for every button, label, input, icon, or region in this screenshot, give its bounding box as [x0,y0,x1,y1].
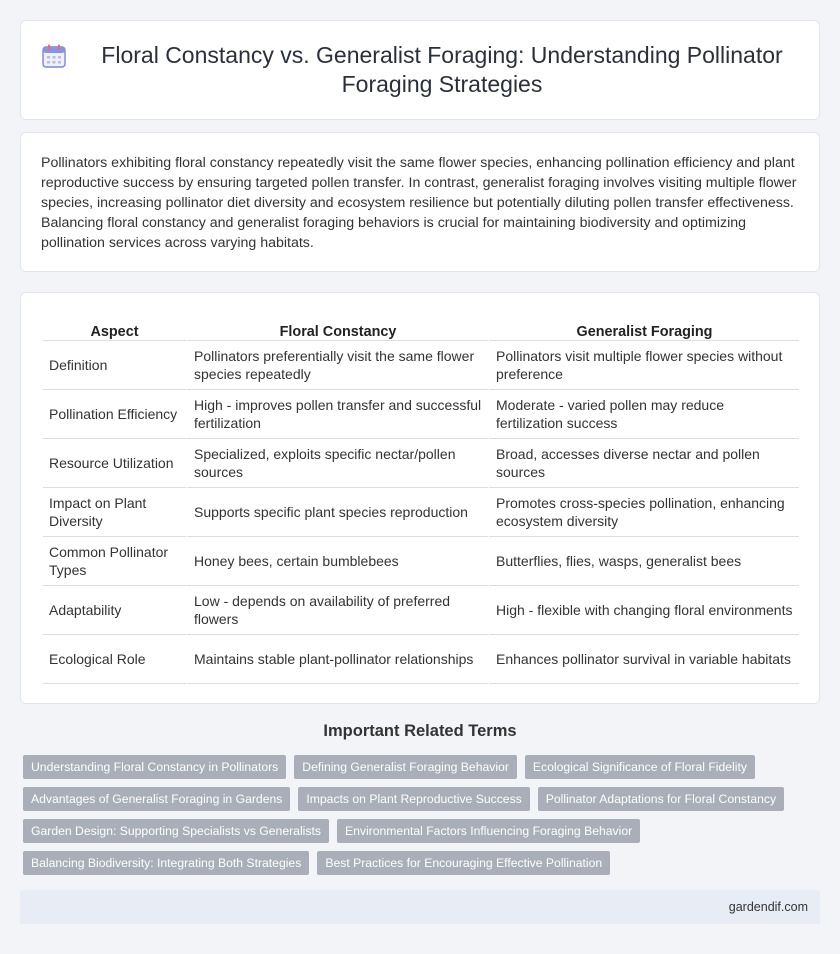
row-generalist-foraging: Moderate - varied pollen may reduce fertilization success [488,390,799,439]
row-floral-constancy: Pollinators preferentially visit the same flower species repeatedly [186,341,488,390]
related-term-link[interactable]: Balancing Biodiversity: Integrating Both Strategies [23,851,309,875]
related-term-link[interactable]: Environmental Factors Influencing Foraging Behavior [337,819,640,843]
row-aspect: Adaptability [43,586,186,635]
row-generalist-foraging: Butterflies, flies, wasps, generalist bees [488,537,799,586]
row-aspect: Definition [43,341,186,390]
tag-row [23,819,823,843]
footer-site-link[interactable]: gardendif.com [728,900,808,914]
related-term-link[interactable]: Defining Generalist Foraging Behavior [294,755,517,779]
related-term-link[interactable]: Garden Design: Supporting Specialists vs Generalists [23,819,329,843]
row-generalist-foraging: Enhances pollinator survival in variable habitats [488,635,799,684]
table-row [43,488,799,537]
row-aspect: Resource Utilization [43,439,186,488]
table-row [43,586,799,635]
related-term-link[interactable]: Best Practices for Encouraging Effective Pollination [317,851,610,875]
column-header-floral-constancy: Floral Constancy [186,313,488,341]
row-aspect: Impact on Plant Diversity [43,488,186,537]
row-floral-constancy: Supports specific plant species reproduction [186,488,488,537]
column-header-generalist-foraging: Generalist Foraging [488,313,799,341]
row-floral-constancy: Low - depends on availability of preferred flowers [186,586,488,635]
table-row [43,439,799,488]
comparison-table [43,313,799,684]
row-generalist-foraging: Broad, accesses diverse nectar and pollen sources [488,439,799,488]
related-term-link[interactable]: Advantages of Generalist Foraging in Gardens [23,787,290,811]
footer [20,890,820,924]
header-card [20,20,820,120]
row-floral-constancy: Specialized, exploits specific nectar/pollen sources [186,439,488,488]
table-row [43,341,799,390]
row-generalist-foraging: Promotes cross-species pollination, enhancing ecosystem diversity [488,488,799,537]
page-title: Floral Constancy vs. Generalist Foraging: Understanding Pollinator Foraging Strategies [101,42,783,97]
column-header-aspect: Aspect [43,313,186,341]
intro-card [20,132,820,272]
row-floral-constancy: High - improves pollen transfer and successful fertilization [186,390,488,439]
related-term-link[interactable]: Pollinator Adaptations for Floral Constancy [538,787,784,811]
tag-row [23,787,823,811]
comparison-card [20,292,820,704]
table-header-row [43,313,799,341]
table-row [43,537,799,586]
tag-row [23,755,823,779]
related-term-link[interactable]: Ecological Significance of Floral Fidelity [525,755,755,779]
table-row [43,635,799,684]
calendar-icon [41,43,67,69]
row-generalist-foraging: Pollinators visit multiple flower species without preference [488,341,799,390]
row-generalist-foraging: High - flexible with changing floral environments [488,586,799,635]
row-aspect: Pollination Efficiency [43,390,186,439]
row-aspect: Ecological Role [43,635,186,684]
related-terms-heading: Important Related Terms [323,722,517,740]
related-term-link[interactable]: Understanding Floral Constancy in Pollinators [23,755,286,779]
row-aspect: Common Pollinator Types [43,537,186,586]
intro-paragraph: Pollinators exhibiting floral constancy repeatedly visit the same flower species, enhancing pollination efficiency and plant reproductive success by ensuring targeted pollen transfer. In contrast, generalist foraging involves visiting multiple flower species, increasing pollinator diet diversity and ecosystem resilience but potentially diluting pollen transfer effectiveness. Balancing floral constancy and generalist foraging behaviors is crucial for maintaining biodiversity and optimizing pollination services across varying habitats. [41,155,797,251]
tag-row [23,851,823,875]
row-floral-constancy: Honey bees, certain bumblebees [186,537,488,586]
row-floral-constancy: Maintains stable plant-pollinator relationships [186,635,488,684]
related-terms-list [23,755,823,883]
table-row [43,390,799,439]
related-term-link[interactable]: Impacts on Plant Reproductive Success [298,787,529,811]
